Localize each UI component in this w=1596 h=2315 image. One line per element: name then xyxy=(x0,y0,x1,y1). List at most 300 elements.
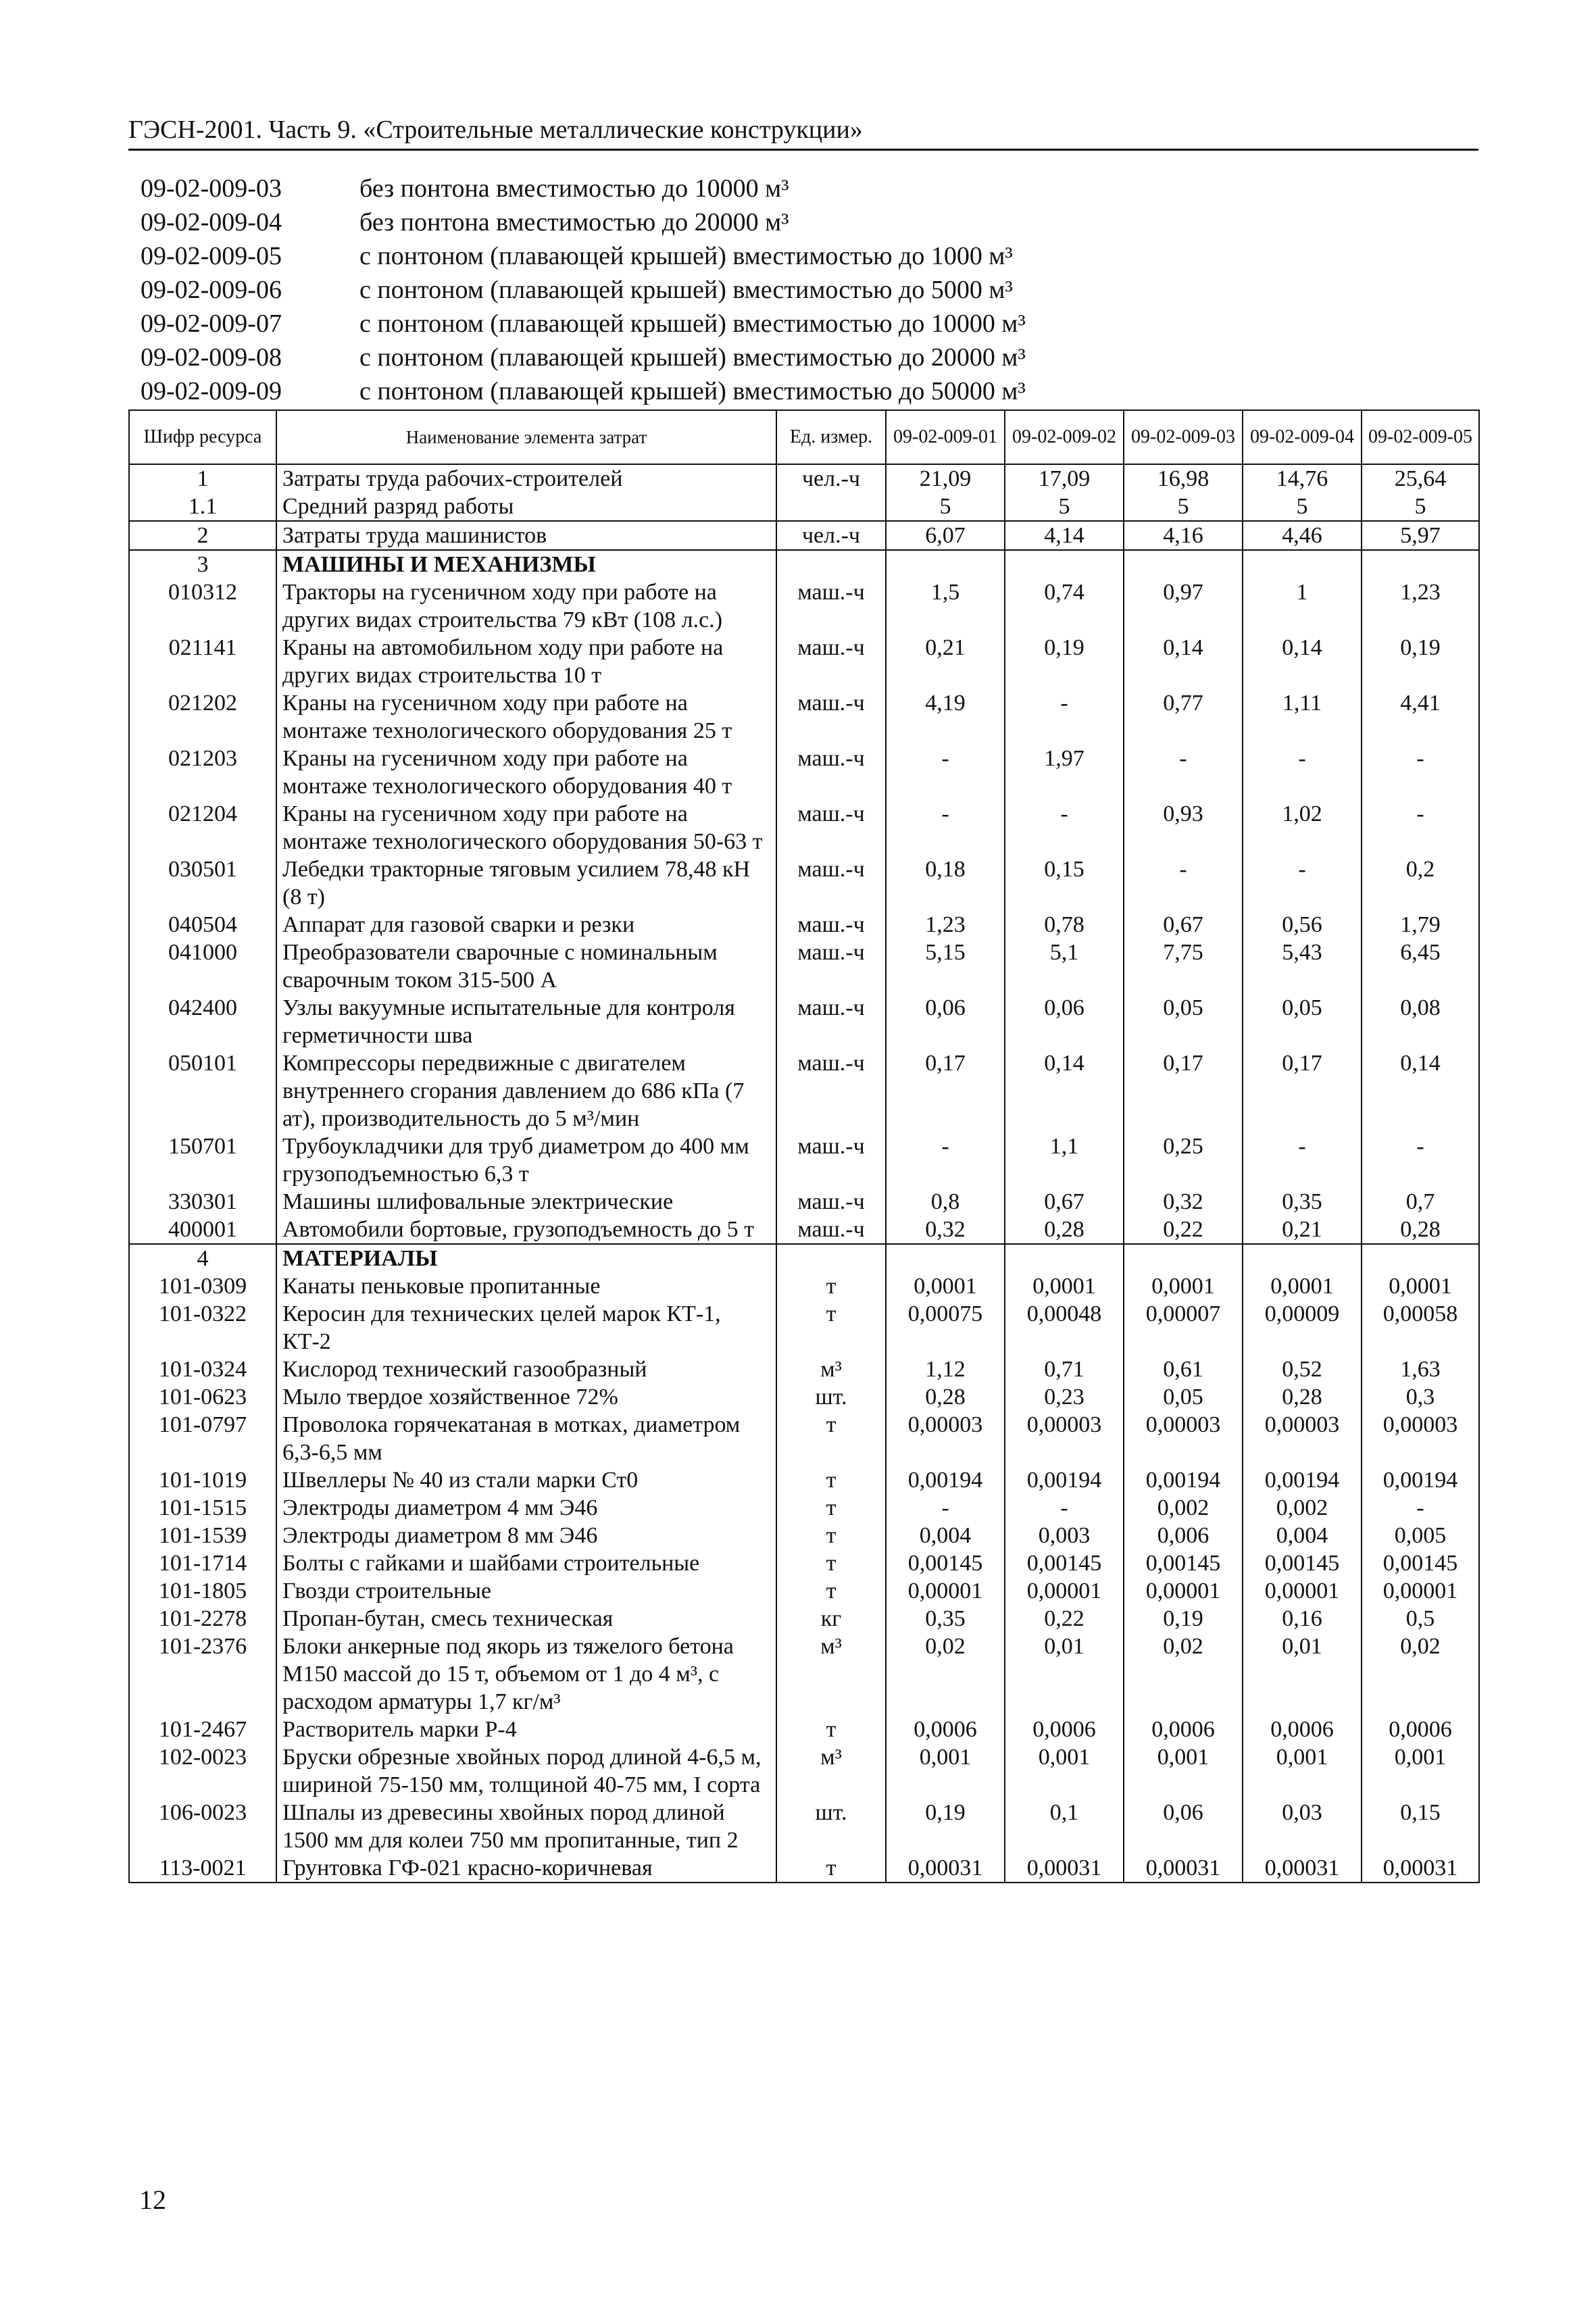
value-cell: 0,00003 xyxy=(1362,1411,1479,1466)
value-cell xyxy=(1005,1244,1124,1272)
value-cell: 0,01 xyxy=(1005,1633,1124,1716)
value-cell: 0,00048 xyxy=(1005,1300,1124,1355)
code-line xyxy=(141,307,1478,341)
value-cell: 0,00194 xyxy=(1005,1466,1124,1494)
value-cell: 0,00031 xyxy=(1362,1854,1479,1883)
resource-code: 400001 xyxy=(129,1216,276,1244)
code-line xyxy=(141,239,1478,273)
value-cell: 25,64 xyxy=(1362,464,1479,493)
header-col-1: 09-02-009-01 xyxy=(886,410,1005,464)
resource-unit: маш.-ч xyxy=(776,994,886,1049)
resource-unit: м³ xyxy=(776,1633,886,1716)
resource-code: 021141 xyxy=(129,634,276,689)
table-row xyxy=(129,1383,1479,1411)
value-cell: 1 xyxy=(1243,578,1362,634)
value-cell: 6,45 xyxy=(1362,939,1479,994)
table-row xyxy=(129,1743,1479,1799)
value-cell: 0,00031 xyxy=(1243,1854,1362,1883)
resource-code: 113-0021 xyxy=(129,1854,276,1883)
resource-unit: маш.-ч xyxy=(776,578,886,634)
value-cell: 0,97 xyxy=(1124,578,1243,634)
value-cell: 0,28 xyxy=(1005,1216,1124,1244)
value-cell: 0,0006 xyxy=(1124,1716,1243,1743)
table-row xyxy=(129,493,1479,521)
value-cell: 0,56 xyxy=(1243,911,1362,939)
value-cell xyxy=(1362,1244,1479,1272)
resource-unit: т xyxy=(776,1272,886,1300)
code-id: 09-02-009-07 xyxy=(141,309,282,338)
code-description: с понтоном (плавающей крышей) вместимостью до 10000 м³ xyxy=(359,309,1026,338)
resource-name: Трубоукладчики для труб диаметром до 400 мм грузоподъемностью 6,3 т xyxy=(276,1132,776,1188)
table-row xyxy=(129,745,1479,800)
value-cell: 0,71 xyxy=(1005,1355,1124,1383)
value-cell: 0,61 xyxy=(1124,1355,1243,1383)
value-cell xyxy=(1362,550,1479,578)
resource-code: 041000 xyxy=(129,939,276,994)
resource-code: 1 xyxy=(129,464,276,493)
resource-code: 021204 xyxy=(129,800,276,855)
value-cell: 0,00145 xyxy=(1362,1549,1479,1577)
resource-code: 101-1714 xyxy=(129,1549,276,1577)
value-cell: 0,19 xyxy=(1124,1605,1243,1633)
resource-code: 101-0309 xyxy=(129,1272,276,1300)
code-id: 09-02-009-09 xyxy=(141,377,282,405)
resource-unit: маш.-ч xyxy=(776,634,886,689)
resource-unit: кг xyxy=(776,1605,886,1633)
table-row xyxy=(129,464,1479,493)
value-cell: 0,17 xyxy=(1243,1049,1362,1132)
resource-unit: маш.-ч xyxy=(776,1049,886,1132)
code-id: 09-02-009-04 xyxy=(141,208,282,237)
value-cell: 0,21 xyxy=(886,634,1005,689)
value-cell: 0,00001 xyxy=(886,1577,1005,1605)
value-cell: - xyxy=(1362,1132,1479,1188)
value-cell: 0,00145 xyxy=(1005,1549,1124,1577)
value-cell: 0,25 xyxy=(1124,1132,1243,1188)
value-cell: 0,05 xyxy=(1124,994,1243,1049)
table-row xyxy=(129,1355,1479,1383)
value-cell: 0,93 xyxy=(1124,800,1243,855)
value-cell: 0,2 xyxy=(1362,855,1479,911)
value-cell: 0,03 xyxy=(1243,1799,1362,1854)
value-cell: - xyxy=(1362,1494,1479,1522)
table-row xyxy=(129,1188,1479,1216)
resource-code: 150701 xyxy=(129,1132,276,1188)
resource-unit: м³ xyxy=(776,1355,886,1383)
code-description: с понтоном (плавающей крышей) вместимостью до 20000 м³ xyxy=(359,343,1026,372)
value-cell: 0,00194 xyxy=(1124,1466,1243,1494)
resource-code: 101-2278 xyxy=(129,1605,276,1633)
value-cell: 0,67 xyxy=(1005,1188,1124,1216)
value-cell: 0,001 xyxy=(1362,1743,1479,1799)
value-cell: 0,00001 xyxy=(1005,1577,1124,1605)
value-cell: 4,41 xyxy=(1362,689,1479,745)
value-cell: 5 xyxy=(1243,493,1362,521)
value-cell: 1,02 xyxy=(1243,800,1362,855)
value-cell: 0,14 xyxy=(1243,634,1362,689)
value-cell: - xyxy=(1243,855,1362,911)
value-cell: 1,11 xyxy=(1243,689,1362,745)
table-row xyxy=(129,550,1479,578)
code-line xyxy=(141,374,1478,408)
value-cell: 0,5 xyxy=(1362,1605,1479,1633)
value-cell: - xyxy=(886,800,1005,855)
value-cell: 17,09 xyxy=(1005,464,1124,493)
value-cell: - xyxy=(886,1132,1005,1188)
value-cell: 0,19 xyxy=(1362,634,1479,689)
value-cell: 0,32 xyxy=(886,1216,1005,1244)
value-cell: - xyxy=(1243,745,1362,800)
value-cell: 0,00194 xyxy=(1362,1466,1479,1494)
code-id: 09-02-009-03 xyxy=(141,174,282,203)
resource-name: Аппарат для газовой сварки и резки xyxy=(276,911,776,939)
value-cell: 4,19 xyxy=(886,689,1005,745)
value-cell: 0,22 xyxy=(1005,1605,1124,1633)
resource-unit: т xyxy=(776,1522,886,1549)
value-cell: 0,78 xyxy=(1005,911,1124,939)
table-row xyxy=(129,1494,1479,1522)
resource-unit: маш.-ч xyxy=(776,855,886,911)
value-cell: - xyxy=(1124,745,1243,800)
value-cell: 0,00194 xyxy=(1243,1466,1362,1494)
resource-code: 101-1805 xyxy=(129,1577,276,1605)
resource-code: 030501 xyxy=(129,855,276,911)
resource-code: 101-0797 xyxy=(129,1411,276,1466)
value-cell: 0,06 xyxy=(886,994,1005,1049)
resource-code: 101-0322 xyxy=(129,1300,276,1355)
resource-unit: шт. xyxy=(776,1383,886,1411)
value-cell: 0,004 xyxy=(886,1522,1005,1549)
resource-unit: маш.-ч xyxy=(776,745,886,800)
value-cell: 0,00003 xyxy=(1005,1411,1124,1466)
value-cell: 0,06 xyxy=(1124,1799,1243,1854)
code-line xyxy=(141,341,1478,374)
table-row xyxy=(129,1244,1479,1272)
page-number: 12 xyxy=(139,2185,166,2215)
resource-code: 101-0324 xyxy=(129,1355,276,1383)
resource-name: Проволока горячекатаная в мотках, диаметром 6,3-6,5 мм xyxy=(276,1411,776,1466)
table-row xyxy=(129,1411,1479,1466)
value-cell: 1,23 xyxy=(1362,578,1479,634)
value-cell: 0,005 xyxy=(1362,1522,1479,1549)
resource-code: 010312 xyxy=(129,578,276,634)
value-cell xyxy=(1243,550,1362,578)
resource-name: Лебедки тракторные тяговым усилием 78,48 кН (8 т) xyxy=(276,855,776,911)
resource-code: 330301 xyxy=(129,1188,276,1216)
value-cell: 0,15 xyxy=(1005,855,1124,911)
resource-name: Преобразователи сварочные с номинальным сварочным током 315-500 А xyxy=(276,939,776,994)
value-cell: 0,0001 xyxy=(886,1272,1005,1300)
value-cell: 0,00003 xyxy=(886,1411,1005,1466)
value-cell: 0,67 xyxy=(1124,911,1243,939)
value-cell: - xyxy=(1362,800,1479,855)
resource-name: Тракторы на гусеничном ходу при работе на других видах строительства 79 кВт (108 л.с.) xyxy=(276,578,776,634)
value-cell: - xyxy=(1005,1494,1124,1522)
value-cell: - xyxy=(1005,689,1124,745)
code-description: с понтоном (плавающей крышей) вместимостью до 50000 м³ xyxy=(359,377,1026,405)
value-cell: 0,05 xyxy=(1243,994,1362,1049)
value-cell: 5,43 xyxy=(1243,939,1362,994)
code-line xyxy=(141,273,1478,307)
code-id: 09-02-009-08 xyxy=(141,343,282,372)
value-cell: - xyxy=(1124,855,1243,911)
value-cell: 1,5 xyxy=(886,578,1005,634)
resource-code: 2 xyxy=(129,521,276,550)
value-cell: 0,22 xyxy=(1124,1216,1243,1244)
resource-name: Канаты пеньковые пропитанные xyxy=(276,1272,776,1300)
value-cell: 0,14 xyxy=(1362,1049,1479,1132)
header-name: Наименование элемента затрат xyxy=(276,410,776,464)
resource-unit xyxy=(776,550,886,578)
value-cell: 5 xyxy=(1005,493,1124,521)
header-col-2: 09-02-009-02 xyxy=(1005,410,1124,464)
value-cell: 7,75 xyxy=(1124,939,1243,994)
value-cell: 0,19 xyxy=(886,1799,1005,1854)
resource-name: Грунтовка ГФ-021 красно-коричневая xyxy=(276,1854,776,1883)
resource-unit: м³ xyxy=(776,1743,886,1799)
header-resource: Шифр ресурса xyxy=(129,410,276,464)
resource-code: 021203 xyxy=(129,745,276,800)
value-cell: 5 xyxy=(1362,493,1479,521)
value-cell: 0,17 xyxy=(1124,1049,1243,1132)
resource-code: 101-1019 xyxy=(129,1466,276,1494)
table-row xyxy=(129,1799,1479,1854)
value-cell: 4,16 xyxy=(1124,521,1243,550)
resource-table xyxy=(128,409,1480,1883)
resource-code: 040504 xyxy=(129,911,276,939)
value-cell: 0,02 xyxy=(1124,1633,1243,1716)
value-cell: 5,1 xyxy=(1005,939,1124,994)
value-cell xyxy=(1124,1244,1243,1272)
resource-name: Узлы вакуумные испытательные для контроля герметичности шва xyxy=(276,994,776,1049)
resource-unit: т xyxy=(776,1854,886,1883)
resource-name: Краны на гусеничном ходу при работе на монтаже технологического оборудования 40 т xyxy=(276,745,776,800)
value-cell: 16,98 xyxy=(1124,464,1243,493)
page-header: ГЭСН-2001. Часть 9. «Строительные металлические конструкции» xyxy=(128,116,863,144)
resource-unit: маш.-ч xyxy=(776,1216,886,1244)
value-cell: 21,09 xyxy=(886,464,1005,493)
value-cell: 0,0006 xyxy=(1243,1716,1362,1743)
value-cell: 5,15 xyxy=(886,939,1005,994)
resource-name: Болты с гайками и шайбами строительные xyxy=(276,1549,776,1577)
code-description: без понтона вместимостью до 10000 м³ xyxy=(359,174,789,203)
resource-name: Электроды диаметром 4 мм Э46 xyxy=(276,1494,776,1522)
value-cell: - xyxy=(1243,1132,1362,1188)
table-row xyxy=(129,689,1479,745)
value-cell: 0,001 xyxy=(1243,1743,1362,1799)
value-cell: 0,004 xyxy=(1243,1522,1362,1549)
value-cell: 1,97 xyxy=(1005,745,1124,800)
resource-code: 102-0023 xyxy=(129,1743,276,1799)
value-cell: 0,35 xyxy=(886,1605,1005,1633)
table-row xyxy=(129,1049,1479,1132)
value-cell: 0,19 xyxy=(1005,634,1124,689)
resource-unit: т xyxy=(776,1549,886,1577)
value-cell: 0,35 xyxy=(1243,1188,1362,1216)
resource-name: Затраты труда рабочих-строителей xyxy=(276,464,776,493)
resource-code: 1.1 xyxy=(129,493,276,521)
value-cell: 0,00001 xyxy=(1243,1577,1362,1605)
value-cell: 1,23 xyxy=(886,911,1005,939)
value-cell: 0,0001 xyxy=(1362,1272,1479,1300)
resource-name: Растворитель марки Р-4 xyxy=(276,1716,776,1743)
value-cell: 0,006 xyxy=(1124,1522,1243,1549)
value-cell: 0,00003 xyxy=(1124,1411,1243,1466)
table-row xyxy=(129,1577,1479,1605)
code-line xyxy=(141,205,1478,239)
code-list xyxy=(141,172,1478,408)
resource-code: 3 xyxy=(129,550,276,578)
resource-code: 101-1539 xyxy=(129,1522,276,1549)
value-cell: 0,0006 xyxy=(1005,1716,1124,1743)
table-row xyxy=(129,1716,1479,1743)
code-id: 09-02-009-06 xyxy=(141,276,282,304)
value-cell: 1,63 xyxy=(1362,1355,1479,1383)
table-row xyxy=(129,939,1479,994)
value-cell: - xyxy=(886,1494,1005,1522)
table-row xyxy=(129,855,1479,911)
value-cell: 0,08 xyxy=(1362,994,1479,1049)
value-cell: 0,01 xyxy=(1243,1633,1362,1716)
value-cell: 0,00194 xyxy=(886,1466,1005,1494)
header-divider xyxy=(128,149,1478,151)
value-cell: 0,002 xyxy=(1243,1494,1362,1522)
value-cell: 0,00009 xyxy=(1243,1300,1362,1355)
table-row xyxy=(129,994,1479,1049)
value-cell: - xyxy=(1005,800,1124,855)
table-row xyxy=(129,911,1479,939)
value-cell: 0,28 xyxy=(1362,1216,1479,1244)
value-cell: 0,00001 xyxy=(1124,1577,1243,1605)
value-cell: 0,05 xyxy=(1124,1383,1243,1411)
value-cell: 0,003 xyxy=(1005,1522,1124,1549)
value-cell: 0,8 xyxy=(886,1188,1005,1216)
value-cell: 0,16 xyxy=(1243,1605,1362,1633)
value-cell: 0,0001 xyxy=(1243,1272,1362,1300)
value-cell: 0,00145 xyxy=(886,1549,1005,1577)
value-cell: 0,001 xyxy=(1005,1743,1124,1799)
value-cell xyxy=(886,550,1005,578)
table-header-row xyxy=(129,410,1479,464)
value-cell: 0,3 xyxy=(1362,1383,1479,1411)
resource-name: Автомобили бортовые, грузоподъемность до 5 т xyxy=(276,1216,776,1244)
code-description: с понтоном (плавающей крышей) вместимостью до 5000 м³ xyxy=(359,276,1013,304)
resource-name: Пропан-бутан, смесь техническая xyxy=(276,1605,776,1633)
value-cell: 0,0006 xyxy=(1362,1716,1479,1743)
value-cell: 0,002 xyxy=(1124,1494,1243,1522)
resource-name: Средний разряд работы xyxy=(276,493,776,521)
table-row xyxy=(129,521,1479,550)
value-cell: 0,00145 xyxy=(1124,1549,1243,1577)
value-cell: 0,18 xyxy=(886,855,1005,911)
value-cell: 0,00075 xyxy=(886,1300,1005,1355)
value-cell: 6,07 xyxy=(886,521,1005,550)
value-cell: 0,74 xyxy=(1005,578,1124,634)
resource-unit: т xyxy=(776,1411,886,1466)
value-cell: 0,00001 xyxy=(1362,1577,1479,1605)
code-description: без понтона вместимостью до 20000 м³ xyxy=(359,208,789,237)
value-cell: 0,23 xyxy=(1005,1383,1124,1411)
resource-code: 101-1515 xyxy=(129,1494,276,1522)
value-cell: 0,0006 xyxy=(886,1716,1005,1743)
value-cell: 5 xyxy=(1124,493,1243,521)
value-cell: 0,7 xyxy=(1362,1188,1479,1216)
value-cell xyxy=(1005,550,1124,578)
resource-unit: маш.-ч xyxy=(776,911,886,939)
value-cell: 0,00003 xyxy=(1243,1411,1362,1466)
value-cell: 0,00031 xyxy=(886,1854,1005,1883)
value-cell: 0,00031 xyxy=(1005,1854,1124,1883)
resource-code: 050101 xyxy=(129,1049,276,1132)
resource-name: Гвозди строительные xyxy=(276,1577,776,1605)
resource-name: Швеллеры № 40 из стали марки Ст0 xyxy=(276,1466,776,1494)
value-cell: 5,97 xyxy=(1362,521,1479,550)
resource-code: 106-0023 xyxy=(129,1799,276,1854)
resource-unit: чел.-ч xyxy=(776,464,886,493)
value-cell xyxy=(1243,1244,1362,1272)
resource-unit: т xyxy=(776,1300,886,1355)
resource-name: Бруски обрезные хвойных пород длиной 4-6,5 м, шириной 75-150 мм, толщиной 40-75 мм, I сорта xyxy=(276,1743,776,1799)
table-row xyxy=(129,800,1479,855)
value-cell: 0,02 xyxy=(886,1633,1005,1716)
value-cell: 1,79 xyxy=(1362,911,1479,939)
code-id: 09-02-009-05 xyxy=(141,242,282,270)
value-cell: 0,14 xyxy=(1124,634,1243,689)
table-row xyxy=(129,1549,1479,1577)
value-cell: 0,00031 xyxy=(1124,1854,1243,1883)
value-cell: 0,001 xyxy=(886,1743,1005,1799)
value-cell: 0,28 xyxy=(886,1383,1005,1411)
resource-unit: маш.-ч xyxy=(776,1132,886,1188)
value-cell: 0,0001 xyxy=(1124,1272,1243,1300)
resource-name: Затраты труда машинистов xyxy=(276,521,776,550)
value-cell: 0,15 xyxy=(1362,1799,1479,1854)
resource-name: Кислород технический газообразный xyxy=(276,1355,776,1383)
header-unit: Ед. измер. xyxy=(776,410,886,464)
resource-unit xyxy=(776,493,886,521)
resource-unit: т xyxy=(776,1494,886,1522)
value-cell: - xyxy=(886,745,1005,800)
table-row xyxy=(129,1132,1479,1188)
resource-unit: чел.-ч xyxy=(776,521,886,550)
resource-unit: т xyxy=(776,1716,886,1743)
resource-unit: маш.-ч xyxy=(776,689,886,745)
resource-unit: маш.-ч xyxy=(776,800,886,855)
value-cell: 1,1 xyxy=(1005,1132,1124,1188)
table-row xyxy=(129,1854,1479,1883)
value-cell: 0,06 xyxy=(1005,994,1124,1049)
section-heading: МАШИНЫ И МЕХАНИЗМЫ xyxy=(276,550,776,578)
header-col-3: 09-02-009-03 xyxy=(1124,410,1243,464)
resource-code: 4 xyxy=(129,1244,276,1272)
value-cell: 0,00058 xyxy=(1362,1300,1479,1355)
table-row xyxy=(129,1522,1479,1549)
resource-unit: шт. xyxy=(776,1799,886,1854)
value-cell: 0,1 xyxy=(1005,1799,1124,1854)
table-row xyxy=(129,1633,1479,1716)
resource-name: Шпалы из древесины хвойных пород длиной 1500 мм для колеи 750 мм пропитанные, тип 2 xyxy=(276,1799,776,1854)
resource-code: 021202 xyxy=(129,689,276,745)
value-cell: - xyxy=(1362,745,1479,800)
resource-name: Краны на гусеничном ходу при работе на монтаже технологического оборудования 50-63 т xyxy=(276,800,776,855)
resource-unit: т xyxy=(776,1466,886,1494)
value-cell: 1,12 xyxy=(886,1355,1005,1383)
table-row xyxy=(129,1605,1479,1633)
value-cell: 0,17 xyxy=(886,1049,1005,1132)
value-cell: 5 xyxy=(886,493,1005,521)
resource-name: Мыло твердое хозяйственное 72% xyxy=(276,1383,776,1411)
header-col-5: 09-02-009-05 xyxy=(1362,410,1479,464)
